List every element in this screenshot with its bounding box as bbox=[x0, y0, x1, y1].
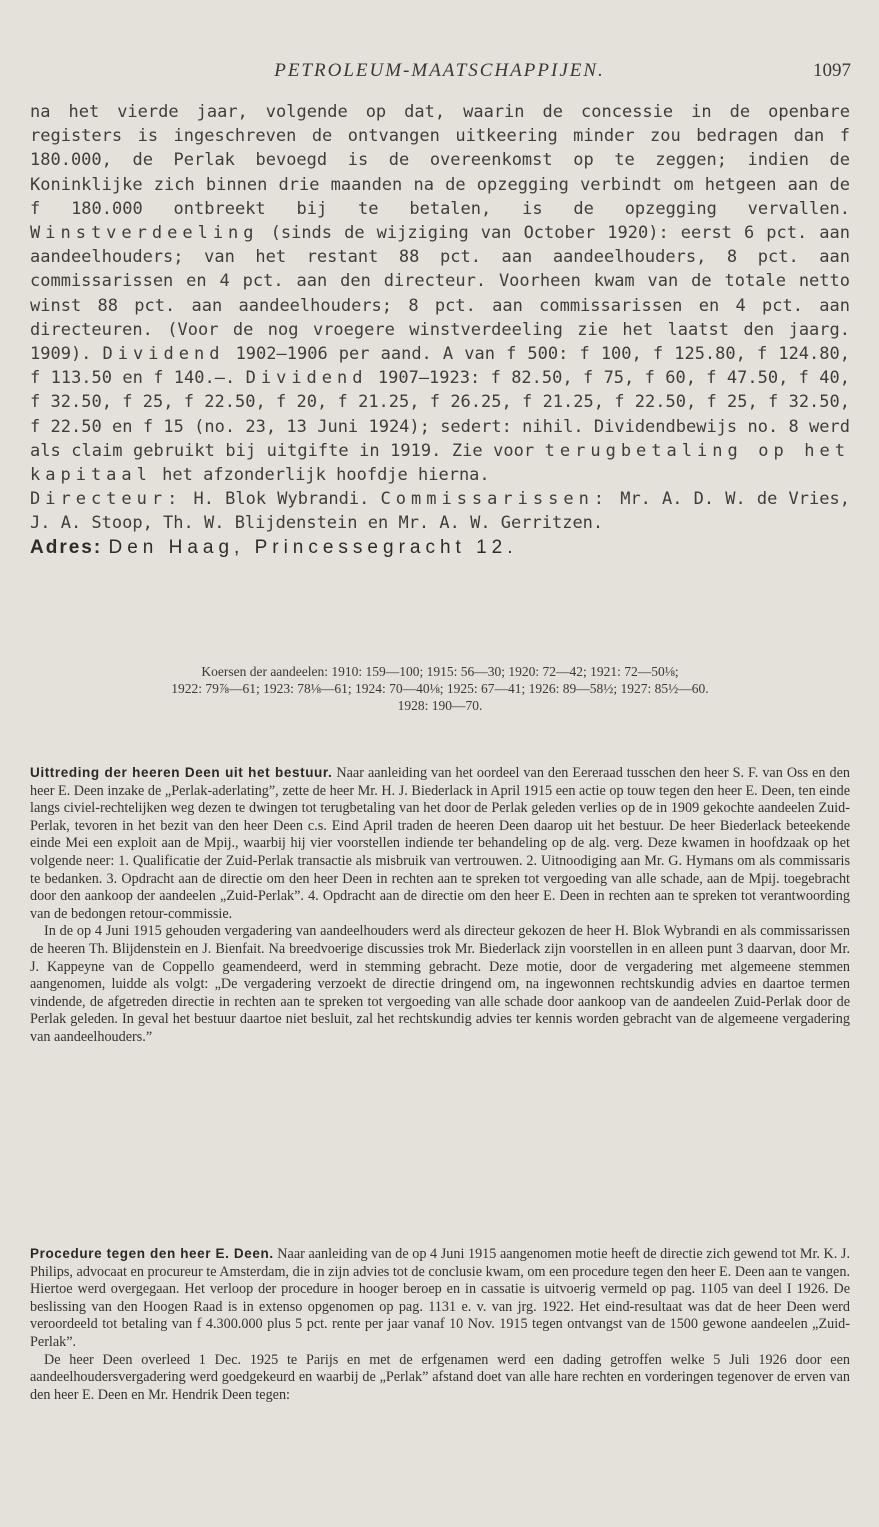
terugbetaling-text: het afzonderlijk hoofdje hierna. bbox=[162, 465, 490, 486]
main-body bbox=[30, 100, 850, 560]
section-procedure bbox=[30, 1245, 850, 1404]
dividend-label: Dividend bbox=[102, 344, 225, 365]
directeur-label: Directeur: bbox=[30, 489, 183, 510]
dividend-label-2: Dividend bbox=[245, 368, 368, 389]
procedure-paragraph-1 bbox=[30, 1245, 850, 1352]
section-heading: Uittreding der heeren Deen uit het bestuur. bbox=[30, 765, 333, 780]
koersen-line-1: Koersen der aandeelen: 1910: 159—100; 1915: 56—30; 1920: 72—42; 1921: 72—50⅛; bbox=[201, 664, 679, 679]
main-paragraph bbox=[30, 100, 850, 487]
terugbetaling-label: terugbetaling op het kapitaal bbox=[30, 440, 850, 486]
concessie-text: na het vierde jaar, volgende op dat, waarin de concessie in de openbare registers is ingeschreven de ontvangen uitkeering minder zou bedragen dan f 180.000, de Perlak bevoegd is de overeenkomst op te zeggen; indien de Koninklijke zich binnen drie maanden na de opzegging verbindt om hetgeen aan de f 180.000 ontbreekt bij te betalen, is de opzegging vervallen. bbox=[30, 102, 850, 219]
directeur-value: H. Blok Wybrandi. bbox=[193, 489, 370, 510]
dividend-1902-text: 1902—1906 per aand. A van f 500: f 100, f 125.80, f 124.80, f 113.50 en f 140.—. bbox=[30, 344, 850, 389]
running-title: PETROLEUM-MAATSCHAPPIJEN. bbox=[274, 60, 605, 81]
procedure-text-1: Naar aanleiding van de op 4 Juni 1915 aangenomen motie heeft de directie zich gewend tot Mr. K. J. Philips, advocaat en procureur te Amsterdam, die in zijn advies tot de conclusie kwam, om een procedure tegen den heer E. Deen aan te vangen. Hiertoe werd overgegaan. Het verloop der procedure in hooger beroep en in cassatie is uitvoerig vermeld op pag. 1105 van deel I 1926. De beslissing van den Hoogen Raad is in extenso opgenomen op pag. 1131 e. v. van jrg. 1922. Het eind-resultaat was dat de heer Deen werd veroordeeld tot betaling van f 4.300.000 plus 5 pct. rente per jaar vanaf 10 Nov. 1915 tegen ontvangst van de 1500 gewone aandeelen „Zuid-Perlak”. bbox=[30, 1246, 851, 1350]
adres-label: Adres: bbox=[30, 536, 103, 558]
page-number: 1097 bbox=[813, 60, 851, 81]
uittreding-paragraph-2: In de op 4 Juni 1915 gehouden vergadering van aandeelhouders werd als directeur gekozen de heer H. Blok Wybrandi en als commissarissen de heeren Th. Blijdenstein en J. Bienfait. Na breedvoerige discussies trok Mr. Biederlack zijn voorstellen in en alleen punt 3 daarvan, door Mr. J. Kappeyne van de Coppello geamendeerd, werd in stemming gebracht. Deze motie, door de vergadering met algemeene stemmen aangenomen, luidde als volgt: „De vergadering verzoekt de directie dringend om, na ingewonnen rechtskundig advies en daartoe termen vindende, de afgetreden directie in rechten aan te spreken tot vergoeding van alle schade door aankoop van de aandeelen Zuid-Perlak door de Perlak geleden. In geval het bestuur daartoe niet besluit, zal het rechtskundig advies ter kennis worden gebracht van de algemeene vergadering van aandeelhouders.” bbox=[30, 923, 850, 1045]
commissarissen-value: Mr. A. D. W. de Vries, J. A. Stoop, Th. W. Blijdenstein en Mr. A. W. Gerritzen. bbox=[30, 489, 850, 534]
uittreding-text-1: Naar aanleiding van het oordeel van den Eereraad tusschen den heer S. F. van Oss en den heer E. Deen inzake de „Perlak-aderlating”, zette de heer Mr. H. J. Biederlack in April 1915 een actie op touw tegen den heer E. Deen, ten einde langs civiel-rechtelijken weg dezen te dwingen tot terugbetaling van het door de Perlak geleden verlies op de in 1909 gekochte aandeelen Zuid-Perlak, tevoren in het bezit van den heer Deen c.s. Eind April traden de heeren Deen daarop uit het bestuur. De heer Biederlack beteekende einde Mei een exploit aan de Mpij., waarbij hij vier voorstellen indiende ter behandeling op de alg. verg. Deze kwamen in hoofdzaak op het volgende neer: 1. Qualificatie der Zuid-Perlak transactie als misbruik van vertrouwen. 2. Uitnoodiging aan Mr. G. Hymans om als commissaris te bedanken. 3. Opdracht aan de directie om den heer Deen in rechten aan te spreken tot vergoeding van alle schade, aan de Mpij. toegebracht door den aankoop der aandeelen „Zuid-Perlak”. 4. Opdracht aan de directie om den heer E. Deen in rechten aan te spreken tot verantwoording van de bedongen retour-commissie. bbox=[30, 765, 851, 922]
koersen-line-3: 1928: 190—70. bbox=[397, 698, 483, 713]
page-header bbox=[0, 60, 879, 88]
uittreding-paragraph-1 bbox=[30, 764, 850, 923]
section-uittreding bbox=[30, 764, 850, 1047]
bestuur-paragraph bbox=[30, 487, 850, 535]
koersen-block bbox=[30, 663, 850, 714]
koersen-line-2: 1922: 79⅞—61; 1923: 78⅛—61; 1924: 70—40⅛; 1925: 67—41; 1926: 89—58½; 1927: 85½—60. bbox=[171, 681, 709, 696]
adres-line bbox=[30, 536, 850, 560]
winstverdeeling-text: (sinds de wijziging van October 1920): eerst 6 pct. aan aandeelhouders; van het restant 88 pct. aan aandeelhouders, 8 pct. aan commissarissen en 4 pct. aan den directeur. Voorheen kwam van de totale netto winst 88 pct. aan aandeelhouders; 8 pct. aan commissarissen en 4 pct. aan directeuren. (Voor de nog vroegere winstverdeeling zie het laatst den jaarg. 1909). bbox=[30, 223, 850, 365]
adres-value: Den Haag, Princessegracht 12. bbox=[108, 536, 518, 558]
commissarissen-label: Commissarissen: bbox=[380, 489, 610, 510]
winstverdeeling-label: Winstverdeeling bbox=[30, 223, 259, 244]
procedure-paragraph-2: De heer Deen overleed 1 Dec. 1925 te Parijs en met de erfgenamen werd een dading getroffen welke 5 Juli 1926 door een aandeelhoudersvergadering werd goedgekeurd en waarbij de „Perlak” afstand doet van alle hare rechten en vorderingen tegenover de erven van den heer E. Deen en Mr. Hendrik Deen tegen: bbox=[30, 1351, 850, 1403]
section-heading: Procedure tegen den heer E. Deen. bbox=[30, 1246, 274, 1261]
dividend-1907-text: 1907—1923: f 82.50, f 75, f 60, f 47.50, f 40, f 32.50, f 25, f 22.50, f 20, f 21.25, f 26.25, f 21.25, f 22.50, f 25, f 32.50, f 22.50 en f 15 (no. 23, 13 Juni 1924); sedert: nihil. Dividendbewijs no. 8 werd als claim gebruikt bij uitgifte in 1919. Zie voor bbox=[30, 368, 850, 461]
